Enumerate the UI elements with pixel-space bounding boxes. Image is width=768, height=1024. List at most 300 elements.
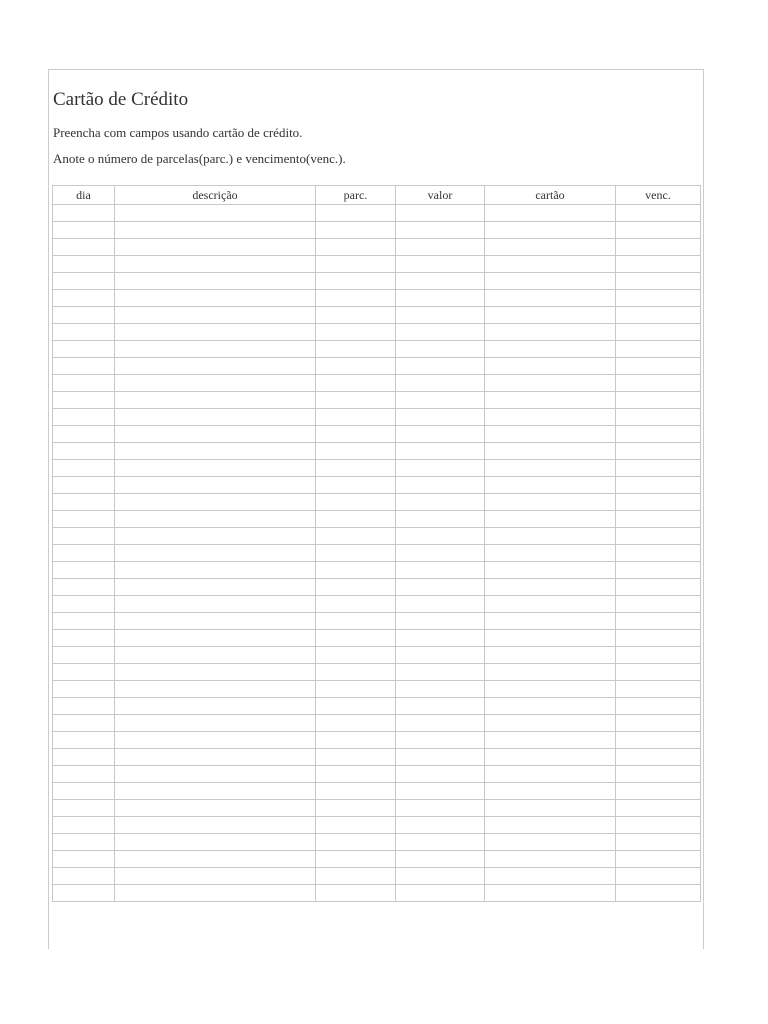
cell-descricao[interactable] bbox=[115, 800, 316, 817]
cell-descricao[interactable] bbox=[115, 307, 316, 324]
cell-dia[interactable] bbox=[53, 783, 115, 800]
cell-valor[interactable] bbox=[396, 324, 485, 341]
cell-cartao[interactable] bbox=[485, 783, 616, 800]
cell-dia[interactable] bbox=[53, 613, 115, 630]
cell-descricao[interactable] bbox=[115, 732, 316, 749]
cell-venc[interactable] bbox=[616, 324, 701, 341]
cell-valor[interactable] bbox=[396, 358, 485, 375]
cell-valor[interactable] bbox=[396, 426, 485, 443]
cell-cartao[interactable] bbox=[485, 239, 616, 256]
cell-venc[interactable] bbox=[616, 630, 701, 647]
cell-cartao[interactable] bbox=[485, 630, 616, 647]
cell-venc[interactable] bbox=[616, 375, 701, 392]
cell-cartao[interactable] bbox=[485, 392, 616, 409]
credit-card-ledger-table bbox=[52, 185, 701, 902]
cell-descricao[interactable] bbox=[115, 443, 316, 460]
cell-parc[interactable] bbox=[316, 749, 396, 766]
cell-dia[interactable] bbox=[53, 851, 115, 868]
cell-dia[interactable] bbox=[53, 409, 115, 426]
cell-parc[interactable] bbox=[316, 681, 396, 698]
cell-parc[interactable] bbox=[316, 222, 396, 239]
cell-venc[interactable] bbox=[616, 341, 701, 358]
cell-venc[interactable] bbox=[616, 732, 701, 749]
table-body bbox=[53, 205, 701, 902]
cell-valor[interactable] bbox=[396, 562, 485, 579]
cell-venc[interactable] bbox=[616, 613, 701, 630]
cell-descricao[interactable] bbox=[115, 239, 316, 256]
table-row bbox=[53, 732, 701, 749]
document-page bbox=[48, 69, 704, 949]
cell-descricao[interactable] bbox=[115, 545, 316, 562]
cell-valor[interactable] bbox=[396, 817, 485, 834]
cell-venc[interactable] bbox=[616, 205, 701, 222]
cell-venc[interactable] bbox=[616, 783, 701, 800]
cell-valor[interactable] bbox=[396, 664, 485, 681]
cell-parc[interactable] bbox=[316, 885, 396, 902]
cell-dia[interactable] bbox=[53, 579, 115, 596]
cell-venc[interactable] bbox=[616, 766, 701, 783]
table-row bbox=[53, 341, 701, 358]
cell-dia[interactable] bbox=[53, 630, 115, 647]
cell-descricao[interactable] bbox=[115, 851, 316, 868]
cell-valor[interactable] bbox=[396, 511, 485, 528]
cell-valor[interactable] bbox=[396, 528, 485, 545]
cell-parc[interactable] bbox=[316, 324, 396, 341]
cell-descricao[interactable] bbox=[115, 766, 316, 783]
cell-dia[interactable] bbox=[53, 324, 115, 341]
cell-venc[interactable] bbox=[616, 834, 701, 851]
table-row bbox=[53, 800, 701, 817]
cell-dia[interactable] bbox=[53, 341, 115, 358]
cell-cartao[interactable] bbox=[485, 341, 616, 358]
cell-dia[interactable] bbox=[53, 562, 115, 579]
cell-dia[interactable] bbox=[53, 290, 115, 307]
cell-parc[interactable] bbox=[316, 613, 396, 630]
cell-cartao[interactable] bbox=[485, 834, 616, 851]
column-header-venc: venc. bbox=[616, 186, 701, 205]
table-row bbox=[53, 579, 701, 596]
cell-descricao[interactable] bbox=[115, 290, 316, 307]
cell-descricao[interactable] bbox=[115, 579, 316, 596]
cell-cartao[interactable] bbox=[485, 426, 616, 443]
cell-parc[interactable] bbox=[316, 834, 396, 851]
cell-cartao[interactable] bbox=[485, 290, 616, 307]
cell-descricao[interactable] bbox=[115, 409, 316, 426]
cell-dia[interactable] bbox=[53, 664, 115, 681]
cell-cartao[interactable] bbox=[485, 307, 616, 324]
table-row bbox=[53, 392, 701, 409]
cell-cartao[interactable] bbox=[485, 273, 616, 290]
cell-parc[interactable] bbox=[316, 783, 396, 800]
cell-descricao[interactable] bbox=[115, 222, 316, 239]
cell-valor[interactable] bbox=[396, 460, 485, 477]
cell-valor[interactable] bbox=[396, 647, 485, 664]
column-header-cartao: cartão bbox=[485, 186, 616, 205]
cell-dia[interactable] bbox=[53, 885, 115, 902]
cell-dia[interactable] bbox=[53, 528, 115, 545]
cell-descricao[interactable] bbox=[115, 715, 316, 732]
cell-descricao[interactable] bbox=[115, 868, 316, 885]
cell-parc[interactable] bbox=[316, 800, 396, 817]
cell-valor[interactable] bbox=[396, 715, 485, 732]
cell-descricao[interactable] bbox=[115, 273, 316, 290]
cell-cartao[interactable] bbox=[485, 375, 616, 392]
table-row bbox=[53, 494, 701, 511]
cell-cartao[interactable] bbox=[485, 443, 616, 460]
instruction-line-1: Preencha com campos usando cartão de crédito. bbox=[53, 125, 303, 140]
cell-venc[interactable] bbox=[616, 256, 701, 273]
cell-venc[interactable] bbox=[616, 885, 701, 902]
cell-dia[interactable] bbox=[53, 766, 115, 783]
cell-descricao[interactable] bbox=[115, 324, 316, 341]
table-row bbox=[53, 375, 701, 392]
cell-dia[interactable] bbox=[53, 834, 115, 851]
cell-parc[interactable] bbox=[316, 239, 396, 256]
cell-venc[interactable] bbox=[616, 290, 701, 307]
cell-cartao[interactable] bbox=[485, 664, 616, 681]
cell-venc[interactable] bbox=[616, 239, 701, 256]
cell-valor[interactable] bbox=[396, 375, 485, 392]
cell-cartao[interactable] bbox=[485, 545, 616, 562]
cell-venc[interactable] bbox=[616, 409, 701, 426]
cell-valor[interactable] bbox=[396, 307, 485, 324]
cell-cartao[interactable] bbox=[485, 647, 616, 664]
cell-valor[interactable] bbox=[396, 630, 485, 647]
table-row bbox=[53, 222, 701, 239]
cell-parc[interactable] bbox=[316, 460, 396, 477]
cell-dia[interactable] bbox=[53, 443, 115, 460]
cell-dia[interactable] bbox=[53, 545, 115, 562]
cell-cartao[interactable] bbox=[485, 562, 616, 579]
cell-dia[interactable] bbox=[53, 358, 115, 375]
cell-valor[interactable] bbox=[396, 222, 485, 239]
cell-cartao[interactable] bbox=[485, 732, 616, 749]
cell-parc[interactable] bbox=[316, 579, 396, 596]
cell-dia[interactable] bbox=[53, 732, 115, 749]
cell-dia[interactable] bbox=[53, 715, 115, 732]
cell-descricao[interactable] bbox=[115, 256, 316, 273]
cell-venc[interactable] bbox=[616, 562, 701, 579]
cell-cartao[interactable] bbox=[485, 358, 616, 375]
cell-parc[interactable] bbox=[316, 698, 396, 715]
cell-dia[interactable] bbox=[53, 868, 115, 885]
cell-venc[interactable] bbox=[616, 817, 701, 834]
cell-parc[interactable] bbox=[316, 494, 396, 511]
cell-valor[interactable] bbox=[396, 851, 485, 868]
cell-dia[interactable] bbox=[53, 392, 115, 409]
cell-venc[interactable] bbox=[616, 800, 701, 817]
cell-descricao[interactable] bbox=[115, 392, 316, 409]
table-row bbox=[53, 324, 701, 341]
cell-parc[interactable] bbox=[316, 851, 396, 868]
cell-parc[interactable] bbox=[316, 409, 396, 426]
cell-parc[interactable] bbox=[316, 664, 396, 681]
cell-descricao[interactable] bbox=[115, 528, 316, 545]
table-row bbox=[53, 273, 701, 290]
cell-parc[interactable] bbox=[316, 817, 396, 834]
table-row bbox=[53, 613, 701, 630]
table-row bbox=[53, 868, 701, 885]
cell-valor[interactable] bbox=[396, 613, 485, 630]
cell-parc[interactable] bbox=[316, 426, 396, 443]
table-row bbox=[53, 256, 701, 273]
cell-venc[interactable] bbox=[616, 596, 701, 613]
cell-valor[interactable] bbox=[396, 783, 485, 800]
cell-parc[interactable] bbox=[316, 256, 396, 273]
cell-parc[interactable] bbox=[316, 511, 396, 528]
cell-cartao[interactable] bbox=[485, 851, 616, 868]
cell-valor[interactable] bbox=[396, 579, 485, 596]
table-row bbox=[53, 358, 701, 375]
column-header-valor: valor bbox=[396, 186, 485, 205]
cell-cartao[interactable] bbox=[485, 205, 616, 222]
cell-cartao[interactable] bbox=[485, 800, 616, 817]
cell-descricao[interactable] bbox=[115, 783, 316, 800]
column-header-descricao: descrição bbox=[115, 186, 316, 205]
cell-descricao[interactable] bbox=[115, 494, 316, 511]
table-row bbox=[53, 647, 701, 664]
cell-parc[interactable] bbox=[316, 630, 396, 647]
table-row bbox=[53, 528, 701, 545]
table-row bbox=[53, 885, 701, 902]
cell-descricao[interactable] bbox=[115, 205, 316, 222]
cell-descricao[interactable] bbox=[115, 375, 316, 392]
table-row bbox=[53, 460, 701, 477]
cell-descricao[interactable] bbox=[115, 341, 316, 358]
cell-valor[interactable] bbox=[396, 341, 485, 358]
cell-venc[interactable] bbox=[616, 528, 701, 545]
cell-descricao[interactable] bbox=[115, 426, 316, 443]
cell-valor[interactable] bbox=[396, 834, 485, 851]
cell-dia[interactable] bbox=[53, 256, 115, 273]
cell-cartao[interactable] bbox=[485, 613, 616, 630]
cell-descricao[interactable] bbox=[115, 698, 316, 715]
cell-valor[interactable] bbox=[396, 766, 485, 783]
cell-cartao[interactable] bbox=[485, 324, 616, 341]
cell-venc[interactable] bbox=[616, 749, 701, 766]
cell-parc[interactable] bbox=[316, 477, 396, 494]
cell-valor[interactable] bbox=[396, 239, 485, 256]
table-row bbox=[53, 596, 701, 613]
cell-venc[interactable] bbox=[616, 392, 701, 409]
table-row bbox=[53, 545, 701, 562]
cell-parc[interactable] bbox=[316, 273, 396, 290]
cell-descricao[interactable] bbox=[115, 885, 316, 902]
cell-cartao[interactable] bbox=[485, 460, 616, 477]
table-row bbox=[53, 664, 701, 681]
cell-venc[interactable] bbox=[616, 307, 701, 324]
table-header-row bbox=[53, 186, 701, 205]
cell-valor[interactable] bbox=[396, 800, 485, 817]
cell-descricao[interactable] bbox=[115, 647, 316, 664]
cell-dia[interactable] bbox=[53, 477, 115, 494]
table-row bbox=[53, 511, 701, 528]
cell-venc[interactable] bbox=[616, 698, 701, 715]
cell-valor[interactable] bbox=[396, 443, 485, 460]
cell-dia[interactable] bbox=[53, 307, 115, 324]
column-header-dia: dia bbox=[53, 186, 115, 205]
cell-valor[interactable] bbox=[396, 545, 485, 562]
cell-dia[interactable] bbox=[53, 647, 115, 664]
cell-descricao[interactable] bbox=[115, 834, 316, 851]
table-row bbox=[53, 426, 701, 443]
cell-venc[interactable] bbox=[616, 460, 701, 477]
cell-dia[interactable] bbox=[53, 800, 115, 817]
table-row bbox=[53, 766, 701, 783]
cell-descricao[interactable] bbox=[115, 477, 316, 494]
cell-cartao[interactable] bbox=[485, 222, 616, 239]
document-title: Cartão de Crédito bbox=[53, 89, 189, 110]
cell-dia[interactable] bbox=[53, 511, 115, 528]
cell-dia[interactable] bbox=[53, 460, 115, 477]
cell-cartao[interactable] bbox=[485, 477, 616, 494]
cell-descricao[interactable] bbox=[115, 596, 316, 613]
cell-parc[interactable] bbox=[316, 358, 396, 375]
table-row bbox=[53, 817, 701, 834]
cell-descricao[interactable] bbox=[115, 613, 316, 630]
cell-descricao[interactable] bbox=[115, 562, 316, 579]
cell-cartao[interactable] bbox=[485, 817, 616, 834]
column-header-parc: parc. bbox=[316, 186, 396, 205]
cell-venc[interactable] bbox=[616, 545, 701, 562]
table-row bbox=[53, 307, 701, 324]
cell-valor[interactable] bbox=[396, 477, 485, 494]
cell-cartao[interactable] bbox=[485, 409, 616, 426]
cell-cartao[interactable] bbox=[485, 528, 616, 545]
cell-dia[interactable] bbox=[53, 222, 115, 239]
cell-cartao[interactable] bbox=[485, 885, 616, 902]
cell-dia[interactable] bbox=[53, 494, 115, 511]
cell-venc[interactable] bbox=[616, 579, 701, 596]
cell-venc[interactable] bbox=[616, 494, 701, 511]
table-row bbox=[53, 749, 701, 766]
cell-descricao[interactable] bbox=[115, 681, 316, 698]
cell-cartao[interactable] bbox=[485, 256, 616, 273]
table-row bbox=[53, 443, 701, 460]
table-row bbox=[53, 409, 701, 426]
cell-cartao[interactable] bbox=[485, 579, 616, 596]
cell-valor[interactable] bbox=[396, 256, 485, 273]
cell-venc[interactable] bbox=[616, 443, 701, 460]
table-row bbox=[53, 834, 701, 851]
table-row bbox=[53, 477, 701, 494]
cell-cartao[interactable] bbox=[485, 715, 616, 732]
cell-venc[interactable] bbox=[616, 358, 701, 375]
cell-parc[interactable] bbox=[316, 341, 396, 358]
cell-parc[interactable] bbox=[316, 375, 396, 392]
cell-venc[interactable] bbox=[616, 664, 701, 681]
cell-valor[interactable] bbox=[396, 392, 485, 409]
cell-cartao[interactable] bbox=[485, 698, 616, 715]
cell-descricao[interactable] bbox=[115, 664, 316, 681]
cell-cartao[interactable] bbox=[485, 681, 616, 698]
cell-venc[interactable] bbox=[616, 715, 701, 732]
cell-descricao[interactable] bbox=[115, 749, 316, 766]
table-row bbox=[53, 851, 701, 868]
cell-descricao[interactable] bbox=[115, 630, 316, 647]
cell-dia[interactable] bbox=[53, 681, 115, 698]
cell-parc[interactable] bbox=[316, 545, 396, 562]
cell-parc[interactable] bbox=[316, 766, 396, 783]
cell-cartao[interactable] bbox=[485, 511, 616, 528]
cell-parc[interactable] bbox=[316, 647, 396, 664]
cell-dia[interactable] bbox=[53, 817, 115, 834]
cell-venc[interactable] bbox=[616, 851, 701, 868]
cell-valor[interactable] bbox=[396, 596, 485, 613]
cell-venc[interactable] bbox=[616, 647, 701, 664]
cell-descricao[interactable] bbox=[115, 817, 316, 834]
cell-valor[interactable] bbox=[396, 698, 485, 715]
cell-valor[interactable] bbox=[396, 409, 485, 426]
table-row bbox=[53, 290, 701, 307]
cell-valor[interactable] bbox=[396, 885, 485, 902]
cell-parc[interactable] bbox=[316, 528, 396, 545]
cell-descricao[interactable] bbox=[115, 358, 316, 375]
cell-parc[interactable] bbox=[316, 732, 396, 749]
cell-parc[interactable] bbox=[316, 205, 396, 222]
cell-venc[interactable] bbox=[616, 511, 701, 528]
cell-cartao[interactable] bbox=[485, 766, 616, 783]
cell-dia[interactable] bbox=[53, 749, 115, 766]
cell-parc[interactable] bbox=[316, 443, 396, 460]
instruction-line-2: Anote o número de parcelas(parc.) e vencimento(venc.). bbox=[53, 151, 346, 166]
table-row bbox=[53, 783, 701, 800]
cell-parc[interactable] bbox=[316, 868, 396, 885]
cell-valor[interactable] bbox=[396, 681, 485, 698]
cell-parc[interactable] bbox=[316, 307, 396, 324]
cell-venc[interactable] bbox=[616, 426, 701, 443]
cell-dia[interactable] bbox=[53, 239, 115, 256]
cell-venc[interactable] bbox=[616, 477, 701, 494]
table-row bbox=[53, 239, 701, 256]
cell-venc[interactable] bbox=[616, 868, 701, 885]
table-row bbox=[53, 562, 701, 579]
cell-cartao[interactable] bbox=[485, 494, 616, 511]
cell-dia[interactable] bbox=[53, 596, 115, 613]
cell-dia[interactable] bbox=[53, 698, 115, 715]
cell-venc[interactable] bbox=[616, 273, 701, 290]
cell-cartao[interactable] bbox=[485, 868, 616, 885]
cell-parc[interactable] bbox=[316, 562, 396, 579]
cell-parc[interactable] bbox=[316, 715, 396, 732]
cell-valor[interactable] bbox=[396, 494, 485, 511]
cell-descricao[interactable] bbox=[115, 511, 316, 528]
cell-dia[interactable] bbox=[53, 273, 115, 290]
cell-dia[interactable] bbox=[53, 205, 115, 222]
cell-dia[interactable] bbox=[53, 426, 115, 443]
cell-parc[interactable] bbox=[316, 596, 396, 613]
table-row bbox=[53, 630, 701, 647]
cell-valor[interactable] bbox=[396, 868, 485, 885]
cell-cartao[interactable] bbox=[485, 749, 616, 766]
cell-cartao[interactable] bbox=[485, 596, 616, 613]
cell-valor[interactable] bbox=[396, 273, 485, 290]
cell-venc[interactable] bbox=[616, 681, 701, 698]
cell-descricao[interactable] bbox=[115, 460, 316, 477]
cell-valor[interactable] bbox=[396, 749, 485, 766]
cell-valor[interactable] bbox=[396, 290, 485, 307]
table-row bbox=[53, 205, 701, 222]
cell-venc[interactable] bbox=[616, 222, 701, 239]
table-row bbox=[53, 715, 701, 732]
table-row bbox=[53, 681, 701, 698]
cell-dia[interactable] bbox=[53, 375, 115, 392]
table-row bbox=[53, 698, 701, 715]
cell-parc[interactable] bbox=[316, 392, 396, 409]
cell-parc[interactable] bbox=[316, 290, 396, 307]
cell-valor[interactable] bbox=[396, 732, 485, 749]
cell-valor[interactable] bbox=[396, 205, 485, 222]
